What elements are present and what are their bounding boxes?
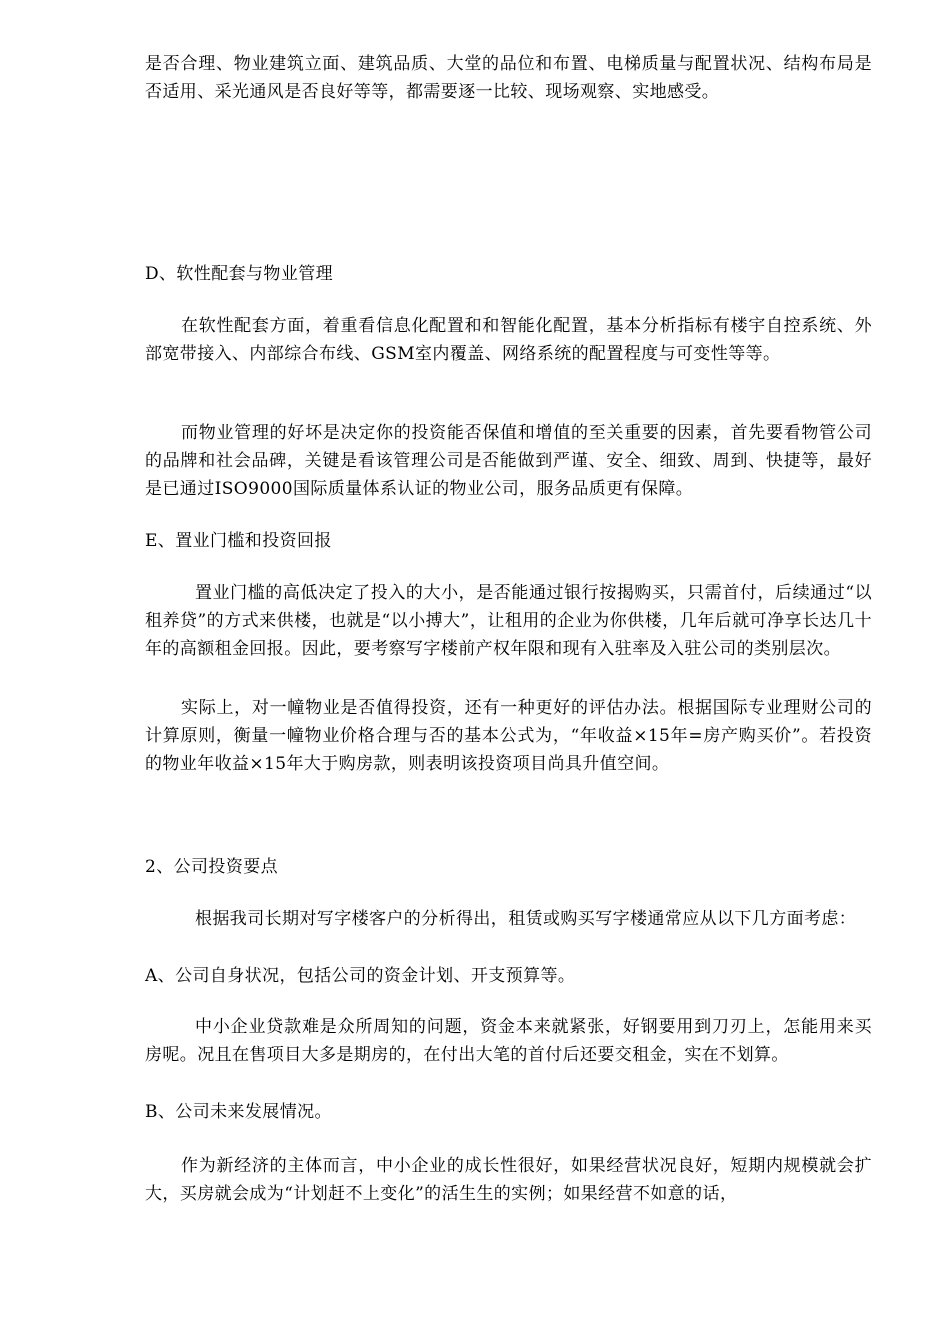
heading-company-status: A、公司自身状况，包括公司的资金计划、开支预算等。 bbox=[145, 966, 576, 986]
paragraph-property-management: 而物业管理的好坏是决定你的投资能否保值和增值的至关重要的因素，首先要看物管公司的品牌和社会品碑，关键是看该管理公司是否能做到严谨、安全、细致、周到、快捷等，最好是已通过ISO9000国际质量体系认证的物业公司，服务品质更有保障。 bbox=[145, 423, 872, 499]
paragraph-soft-facilities: 在软性配套方面，着重看信息化配置和和智能化配置，基本分析指标有楼宇自控系统、外部宽带接入、内部综合布线、GSM室内覆盖、网络系统的配置程度与可变性等等。 bbox=[145, 316, 872, 364]
paragraph-analysis-intro: 根据我司长期对写字楼客户的分析得出，租赁或购买写字楼通常应从以下几方面考虑： bbox=[195, 909, 857, 929]
paragraph-loan-difficulty: 中小企业贷款难是众所周知的问题，资金本来就紧张，好钢要用到刀刃上，怎能用来买房呢。况且在售项目大多是期房的，在付出大笔的首付后还要交租金，实在不划算。 bbox=[145, 1017, 872, 1065]
paragraph-growth: 作为新经济的主体而言，中小企业的成长性很好，如果经营状况良好，短期内规模就会扩大，买房就会成为“计划赶不上变化”的活生生的实例；如果经营不如意的话， bbox=[145, 1156, 872, 1204]
heading-threshold-returns: E、置业门槛和投资回报 bbox=[145, 531, 332, 551]
paragraph-purchase-threshold: 置业门槛的高低决定了投入的大小，是否能通过银行按揭购买，只需首付，后续通过“以租养贷”的方式来供楼，也就是“以小搏大”，让租用的企业为你供楼，几年后就可净享长达几十年的高额租金回报。因此，要考察写字楼前产权年限和现有入驻率及入驻公司的类别层次。 bbox=[145, 583, 872, 659]
paragraph-building-quality: 是否合理、物业建筑立面、建筑品质、大堂的品位和布置、电梯质量与配置状况、结构布局是否适用、采光通风是否良好等等，都需要逐一比较、现场观察、实地感受。 bbox=[145, 54, 872, 102]
heading-future-development: B、公司未来发展情况。 bbox=[145, 1102, 332, 1122]
heading-investment-points: 2、公司投资要点 bbox=[145, 857, 279, 877]
paragraph-valuation-formula: 实际上，对一幢物业是否值得投资，还有一种更好的评估办法。根据国际专业理财公司的计算原则，衡量一幢物业价格合理与否的基本公式为，“年收益×15年=房产购买价”。若投资的物业年收益×15年大于购房款，则表明该投资项目尚具升值空间。 bbox=[145, 698, 872, 774]
heading-soft-facilities: D、软性配套与物业管理 bbox=[145, 264, 334, 284]
